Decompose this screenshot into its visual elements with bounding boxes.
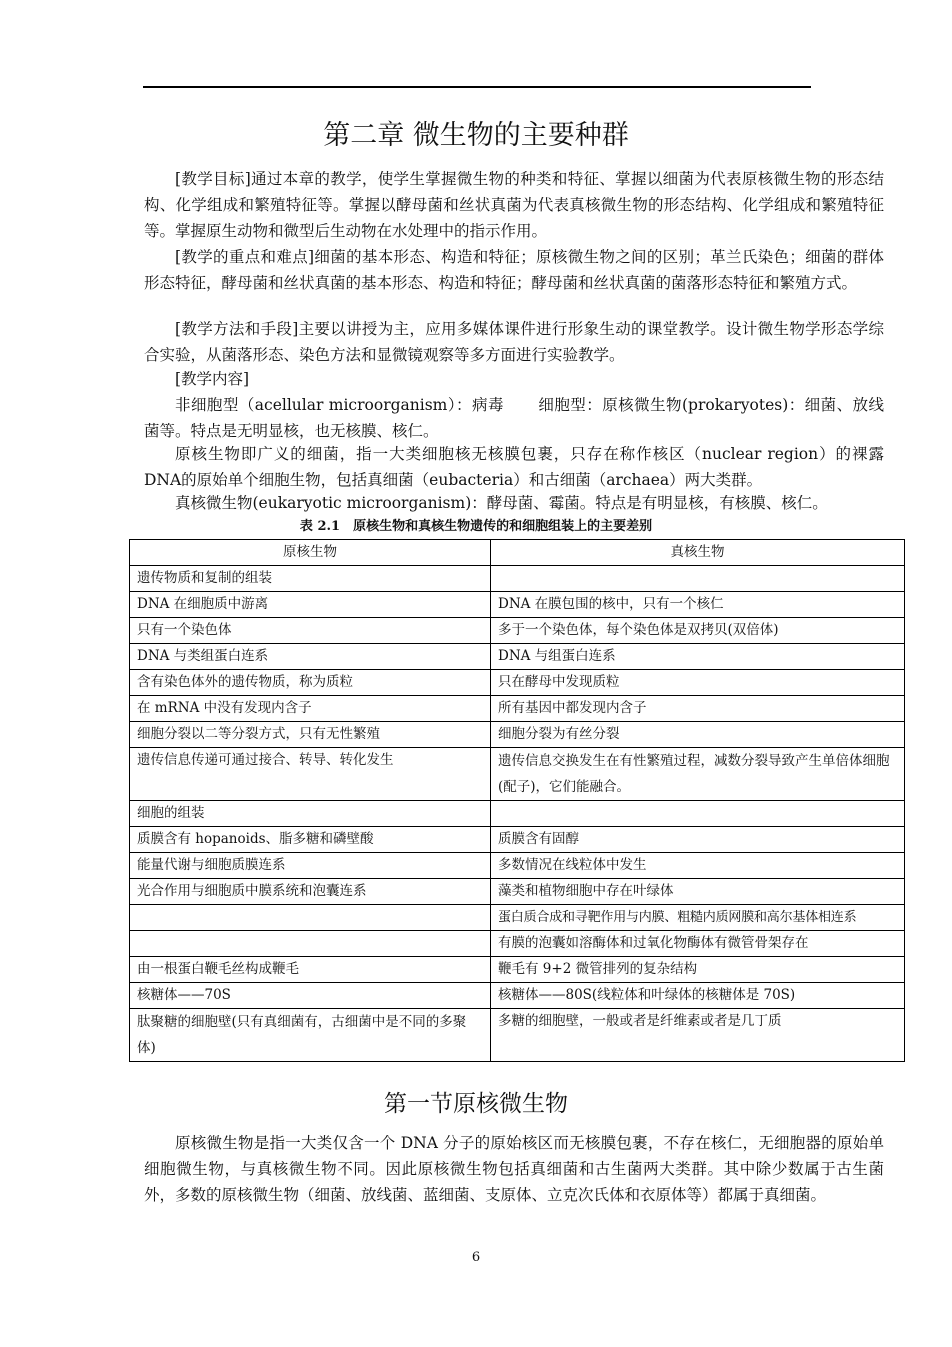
- table-row: [130, 748, 905, 801]
- label-key-points: [教学的重点和难点]: [175, 248, 315, 266]
- table-row: [130, 592, 905, 618]
- paragraph-cell-types: [144, 392, 884, 444]
- table-cell: 只有一个染色体: [130, 618, 491, 644]
- table-row: [130, 957, 905, 983]
- paragraph-key-points: [144, 244, 884, 296]
- table-cell: 遗传信息交换发生在有性繁殖过程，减数分裂导致产生单倍体细胞(配子)，它们能融合。: [491, 748, 905, 801]
- table-cell: [491, 801, 905, 827]
- text-prokaryote-definition: 原核生物即广义的细菌，指一大类细胞核无核膜包裹，只存在称作核区（nuclear region）的裸露DNA的原始单个细胞生物，包括真细菌（eubacteria）和古细菌（archaea）两大类群。: [144, 445, 884, 489]
- table-cell: 细胞的组装: [130, 801, 491, 827]
- table-row: [130, 618, 905, 644]
- paragraph-eukaryote-definition: [144, 490, 884, 516]
- table-caption: 表 2.1 原核生物和真核生物遗传的和细胞组装上的主要差别: [299, 519, 653, 534]
- table-cell: 只在酵母中发现质粒: [491, 670, 905, 696]
- table-cell: [491, 566, 905, 592]
- text-eukaryote-definition: 真核微生物(eukaryotic microorganism)：酵母菌、霉菌。特点是有明显核，有核膜、核仁。: [175, 494, 828, 512]
- table-cell: [130, 905, 491, 931]
- table-cell: 多数情况在线粒体中发生: [491, 853, 905, 879]
- table-row: [130, 827, 905, 853]
- table-row: [130, 722, 905, 748]
- table-cell: 质膜含有固醇: [491, 827, 905, 853]
- table-row: [130, 1009, 905, 1062]
- text-cellular: 细胞型：原核微生物(prokaryotes)：细菌、放线菌等。特点是无明显核，也无核膜、核仁。: [144, 396, 884, 440]
- table-cell: 藻类和植物细胞中存在叶绿体: [491, 879, 905, 905]
- text-key-points: 细菌的基本形态、构造和特征；原核微生物之间的区别；革兰氏染色；细菌的群体形态特征，酵母菌和丝状真菌的基本形态、构造和特征；酵母菌和丝状真菌的菌落形态特征和繁殖方式。: [144, 248, 884, 292]
- table-cell: DNA 在膜包围的核中，只有一个核仁: [491, 592, 905, 618]
- table-cell: 细胞分裂以二等分裂方式，只有无性繁殖: [130, 722, 491, 748]
- table-cell: 肽聚糖的细胞壁(只有真细菌有，古细菌中是不同的多聚体): [130, 1009, 491, 1062]
- table-cell: 含有染色体外的遗传物质，称为质粒: [130, 670, 491, 696]
- table-cell: DNA 在细胞质中游离: [130, 592, 491, 618]
- table-cell: 由一根蛋白鞭毛丝构成鞭毛: [130, 957, 491, 983]
- chapter-title: 第二章 微生物的主要种群: [323, 120, 629, 151]
- table-cell: 多于一个染色体，每个染色体是双拷贝(双倍体): [491, 618, 905, 644]
- table-row: [130, 983, 905, 1009]
- table-cell: DNA 与类组蛋白连系: [130, 644, 491, 670]
- table-header-row: [130, 540, 905, 566]
- table-cell: 遗传信息传递可通过接合、转导、转化发生: [130, 748, 491, 801]
- text-section-paragraph: 原核微生物是指一大类仅含一个 DNA 分子的原始核区而无核膜包裹，不存在核仁，无细胞器的原始单细胞微生物，与真核微生物不同。因此原核微生物包括真细菌和古生菌两大类群。其中除少数属于古生菌外，多数的原核微生物（细菌、放线菌、蓝细菌、支原体、立克次氏体和衣原体等）都属于真细菌。: [144, 1134, 884, 1204]
- table-row: [130, 801, 905, 827]
- section-paragraph: [144, 1130, 884, 1208]
- paragraph-content-label: [144, 366, 884, 392]
- header-rule: [143, 86, 811, 88]
- header-prokaryote: 原核生物: [130, 540, 491, 566]
- table-cell: [130, 931, 491, 957]
- table-cell: 光合作用与细胞质中膜系统和泡囊连系: [130, 879, 491, 905]
- table-cell: 鞭毛有 9+2 微管排列的复杂结构: [491, 957, 905, 983]
- label-methods: [教学方法和手段]: [175, 320, 299, 338]
- label-content: [教学内容]: [175, 370, 250, 388]
- paragraph-methods: [144, 316, 884, 368]
- comparison-table: [129, 539, 905, 1062]
- text-acellular: 非细胞型（acellular microorganism）：病毒: [175, 396, 504, 414]
- table-row: [130, 670, 905, 696]
- table-cell: 质膜含有 hopanoids、脂多糖和磷壁酸: [130, 827, 491, 853]
- header-eukaryote: 真核生物: [491, 540, 905, 566]
- paragraph-prokaryote-definition: [144, 441, 884, 493]
- table-cell: 遗传物质和复制的组装: [130, 566, 491, 592]
- table-row: [130, 696, 905, 722]
- page-number: 6: [471, 1250, 481, 1265]
- paragraph-teaching-goal: [144, 166, 884, 244]
- table-cell: 细胞分裂为有丝分裂: [491, 722, 905, 748]
- label-teaching-goal: [教学目标]: [175, 170, 251, 188]
- table-row: [130, 905, 905, 931]
- table-cell: 所有基因中都发现内含子: [491, 696, 905, 722]
- text-methods: 主要以讲授为主，应用多媒体课件进行形象生动的课堂教学。设计微生物学形态学综合实验，从菌落形态、染色方法和显微镜观察等多方面进行实验教学。: [144, 320, 884, 364]
- table-cell: DNA 与组蛋白连系: [491, 644, 905, 670]
- table-row: [130, 853, 905, 879]
- table-cell: 能量代谢与细胞质膜连系: [130, 853, 491, 879]
- table-cell: 在 mRNA 中没有发现内含子: [130, 696, 491, 722]
- text-teaching-goal: 通过本章的教学，使学生掌握微生物的种类和特征、掌握以细菌为代表原核微生物的形态结构、化学组成和繁殖特征等。掌握以酵母菌和丝状真菌为代表真核微生物的形态结构、化学组成和繁殖特征等。掌握原生动物和微型后生动物在水处理中的指示作用。: [144, 170, 884, 240]
- table-row: [130, 644, 905, 670]
- section-title: 第一节原核微生物: [384, 1091, 568, 1117]
- table-cell: 有膜的泡囊如溶酶体和过氧化物酶体有微管骨架存在: [491, 931, 905, 957]
- table-cell: 核糖体——70S: [130, 983, 491, 1009]
- table-cell: 多糖的细胞壁，一般或者是纤维素或者是几丁质: [491, 1009, 905, 1062]
- table-row: [130, 931, 905, 957]
- table-cell: 蛋白质合成和寻靶作用与内膜、粗糙内质网膜和高尔基体相连系: [491, 905, 905, 931]
- table-cell: 核糖体——80S(线粒体和叶绿体的核糖体是 70S): [491, 983, 905, 1009]
- table-row: [130, 566, 905, 592]
- table-row: [130, 879, 905, 905]
